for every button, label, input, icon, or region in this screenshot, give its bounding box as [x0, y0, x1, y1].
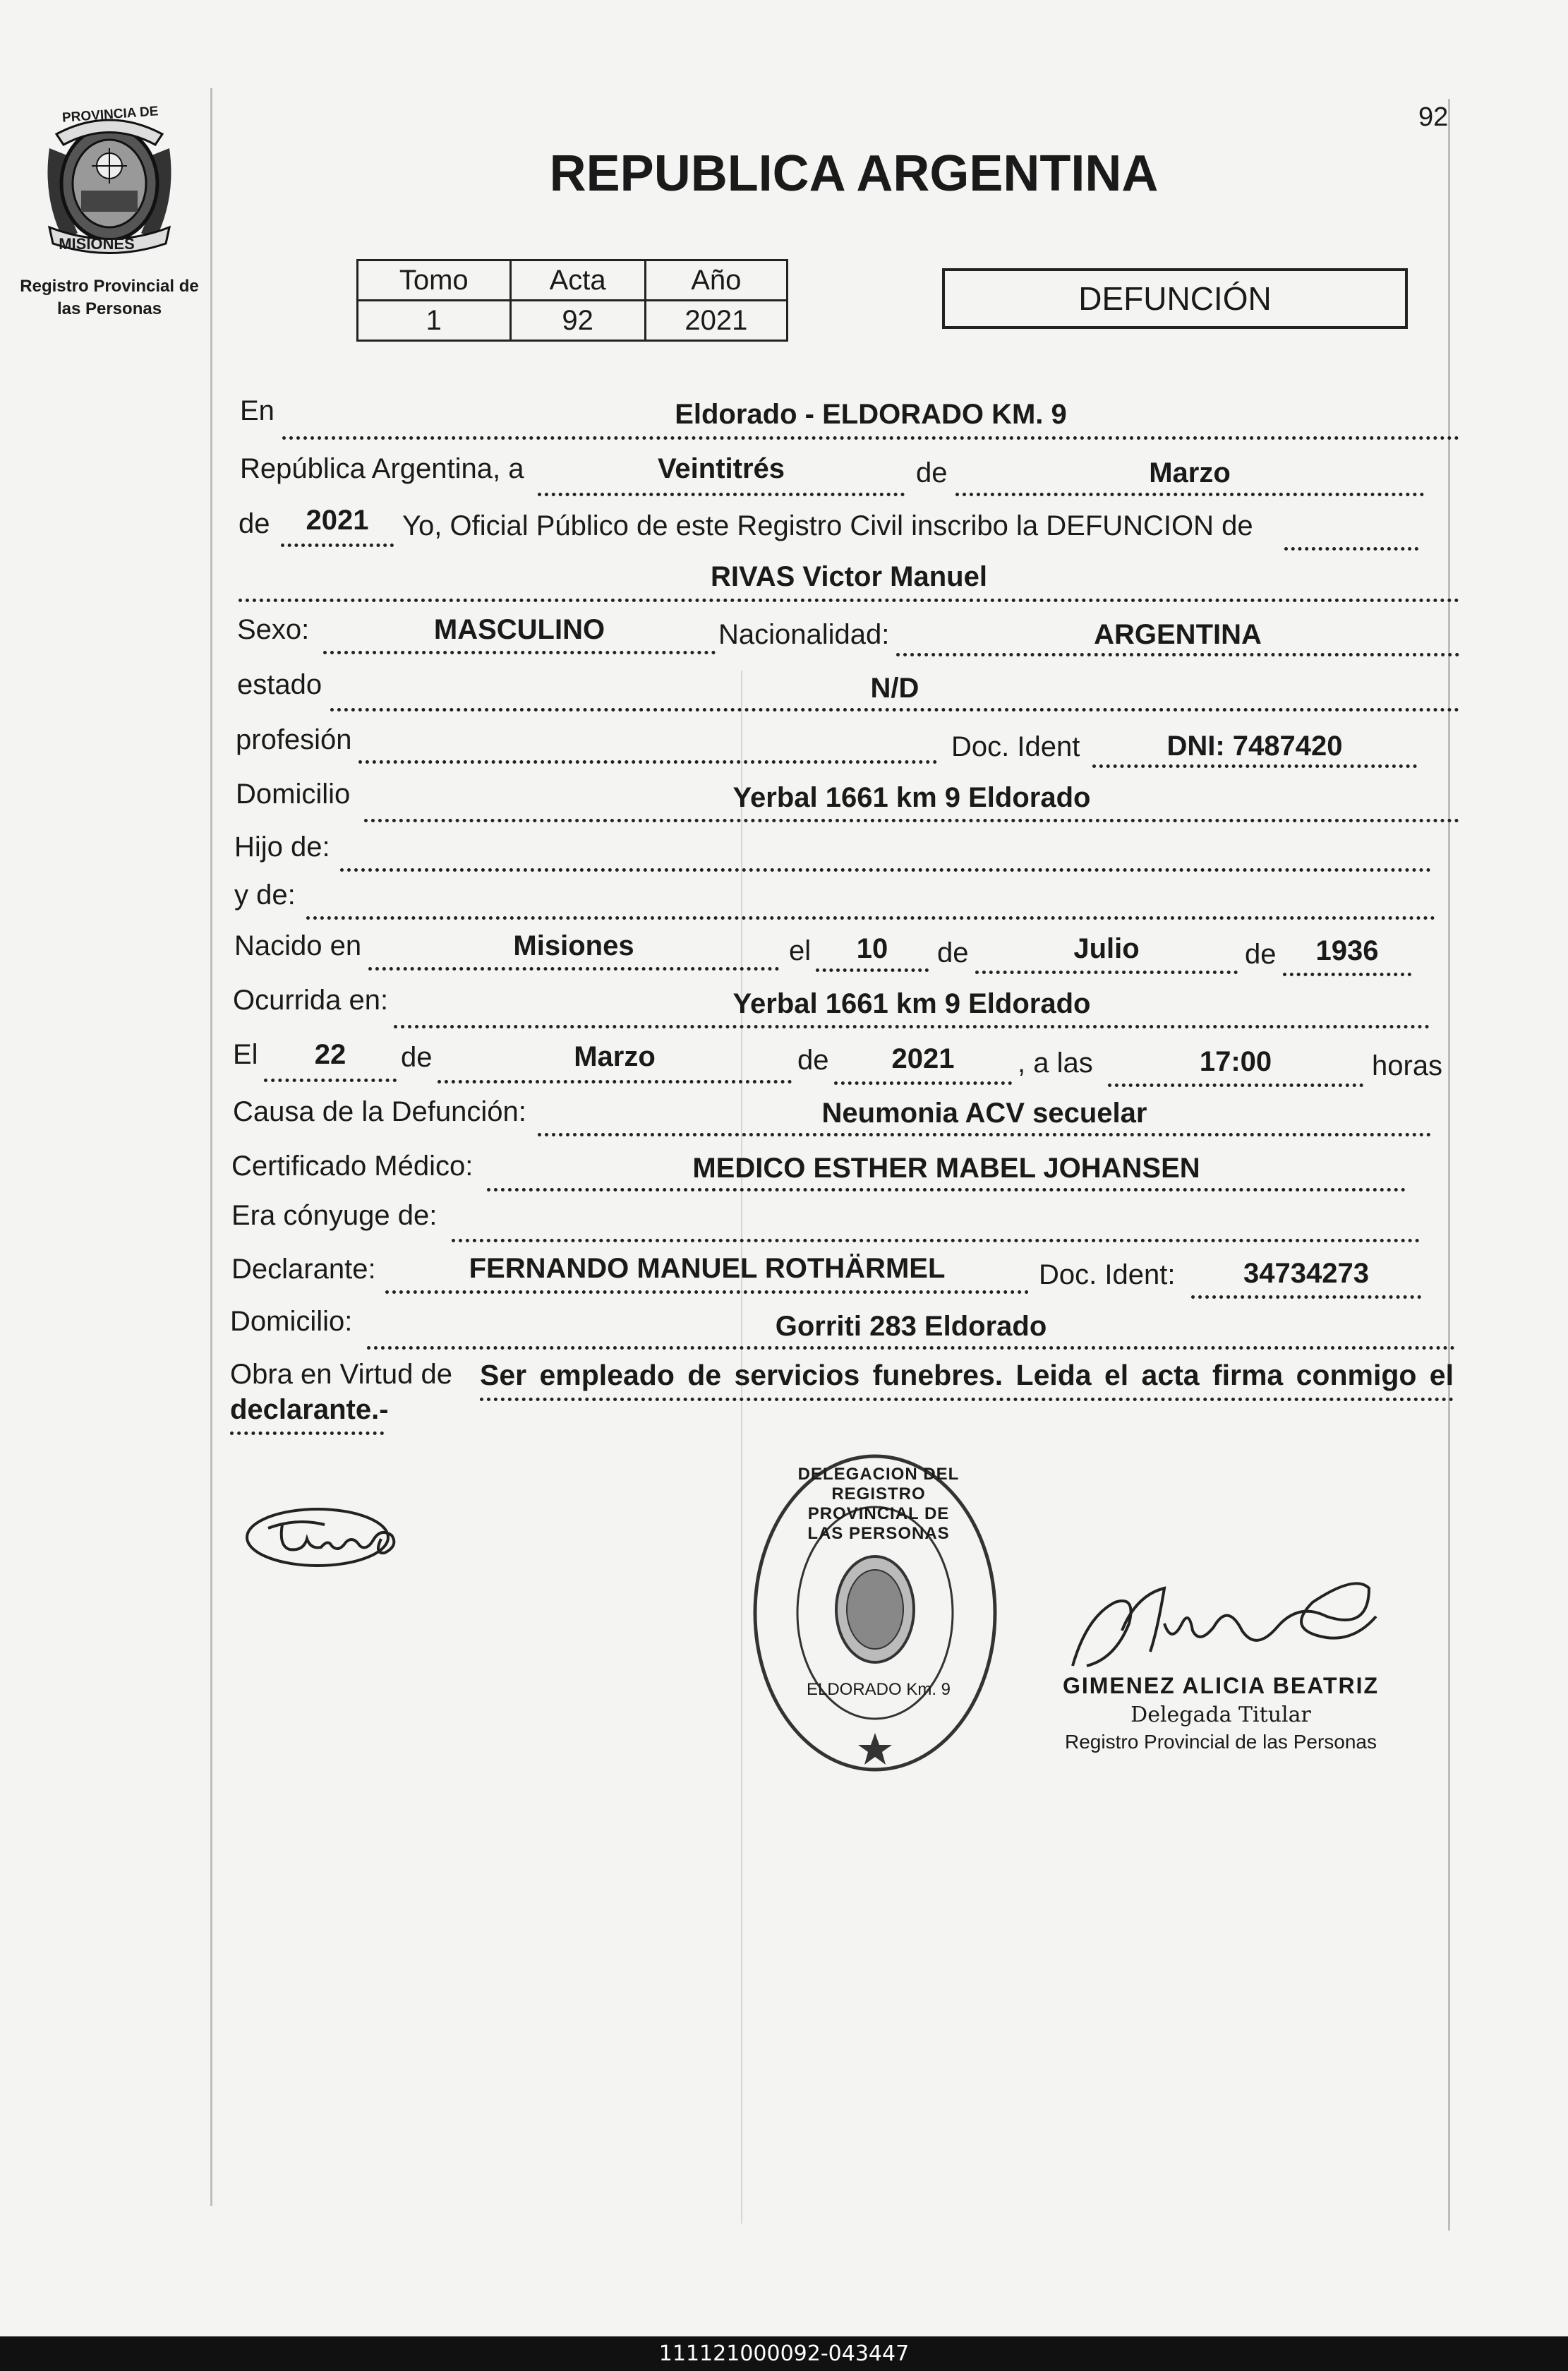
estado-value: N/D	[870, 673, 919, 704]
deceased-name: RIVAS Victor Manuel	[711, 561, 987, 592]
certificado-value: MEDICO ESTHER MABEL JOHANSEN	[692, 1153, 1200, 1184]
de-label-5: de	[401, 1042, 433, 1073]
nac-mes-value: Julio	[1073, 933, 1140, 964]
profesion-dots	[358, 760, 937, 764]
doc-ident-dots	[1092, 764, 1417, 768]
obra-line1: Ser empleado de servicios funebres. Leida el acta firma conmigo el	[480, 1359, 1454, 1391]
a-las-label: , a las	[1018, 1048, 1093, 1079]
doc2-value: 34734273	[1243, 1258, 1369, 1289]
stamp-ring-text: DELEGACION DEL REGISTRO PROVINCIAL DE LAS PERSONAS	[797, 1465, 960, 1543]
name-dots	[239, 599, 1459, 602]
y-de-dots	[306, 916, 1435, 920]
center-fold-line	[741, 671, 742, 2223]
day-words: Veintitrés	[657, 453, 785, 484]
estado-dots	[330, 708, 1459, 712]
domicilio2-value: Gorriti 283 Eldorado	[775, 1311, 1047, 1342]
official-role: Delegada Titular	[1130, 1703, 1311, 1727]
record-header-acta: Acta	[510, 260, 645, 301]
def-mes-value: Marzo	[574, 1041, 656, 1072]
def-dia-dots	[264, 1079, 397, 1082]
ocurrida-value: Yerbal 1661 km 9 Eldorado	[732, 988, 1091, 1019]
hora-dots	[1108, 1084, 1363, 1087]
domicilio-dots	[364, 819, 1459, 822]
document-title: REPUBLICA ARGENTINA	[549, 145, 1159, 202]
profesion-label: profesión	[236, 724, 352, 755]
day-dots	[538, 493, 905, 496]
logo-arc-text: PROVINCIA DE	[61, 104, 159, 126]
year-value: 2021	[306, 505, 369, 536]
certificado-label: Certificado Médico:	[231, 1151, 474, 1182]
def-anio-value: 2021	[891, 1043, 955, 1074]
y-de-label: y de:	[234, 880, 296, 911]
declarante-label: Declarante:	[231, 1254, 376, 1285]
def-anio-dots	[834, 1081, 1012, 1085]
ocurrida-label: Ocurrida en:	[233, 985, 389, 1016]
nacionalidad-value: ARGENTINA	[1094, 619, 1262, 650]
obra-line2: declarante.-	[230, 1394, 389, 1425]
record-value-acta: 92	[510, 301, 645, 341]
hijo-de-dots	[340, 868, 1431, 872]
def-dia-value: 22	[314, 1039, 346, 1070]
record-value-anio: 2021	[645, 301, 787, 341]
causa-label: Causa de la Defunción:	[233, 1096, 526, 1127]
causa-dots	[538, 1133, 1431, 1136]
de-label-2: de	[239, 508, 270, 539]
yo-dots	[1284, 547, 1418, 551]
def-mes-dots	[438, 1080, 792, 1084]
en-value: Eldorado - ELDORADO KM. 9	[675, 399, 1067, 430]
official-office: Registro Provincial de las Personas	[1065, 1731, 1377, 1753]
el-date-label: El	[233, 1039, 258, 1070]
domicilio-value: Yerbal 1661 km 9 Eldorado	[732, 782, 1091, 813]
doc2-dots	[1191, 1295, 1421, 1299]
hora-value: 17:00	[1199, 1046, 1272, 1077]
de-label-4: de	[1245, 939, 1277, 970]
declarante-dots	[385, 1290, 1029, 1294]
nacionalidad-dots	[896, 653, 1459, 656]
stamp-inner-text: ELDORADO Km. 9	[806, 1680, 951, 1699]
record-value-tomo: 1	[358, 301, 511, 341]
record-type-box: DEFUNCIÓN	[942, 268, 1408, 329]
handwritten-signature-icon	[240, 1496, 416, 1574]
obra-dots-1	[480, 1398, 1454, 1401]
el-label: el	[789, 935, 812, 966]
record-header-anio: Año	[645, 260, 787, 301]
handwritten-signature-icon	[1059, 1560, 1397, 1680]
page-number: 92	[1418, 102, 1449, 132]
doc2-label: Doc. Ident:	[1039, 1259, 1176, 1290]
de-label-6: de	[797, 1045, 829, 1076]
de-label-3: de	[937, 937, 969, 968]
sexo-label: Sexo:	[237, 614, 310, 645]
official-name: GIMENEZ ALICIA BEATRIZ	[1062, 1673, 1380, 1698]
estado-label: estado	[237, 669, 322, 700]
year-dots	[281, 544, 394, 547]
month-dots	[955, 493, 1424, 496]
ocurrida-dots	[394, 1025, 1430, 1028]
yo-text: Yo, Oficial Público de este Registro Civil inscribo la DEFUNCION de	[402, 510, 1253, 541]
nac-anio-dots	[1283, 973, 1411, 976]
left-margin-line	[210, 88, 212, 2206]
doc-ident-value: DNI: 7487420	[1166, 731, 1343, 762]
logo-caption-line1: Registro Provincial de	[20, 277, 199, 296]
causa-value: Neumonia ACV secuelar	[821, 1098, 1147, 1129]
logo-ribbon-text: MISIONES	[59, 235, 135, 253]
certificado-dots	[487, 1188, 1406, 1191]
record-header-tomo: Tomo	[358, 260, 511, 301]
hijo-de-label: Hijo de:	[234, 832, 330, 863]
footer-code: 111121000092-043447	[0, 2336, 1568, 2371]
conyuge-dots	[452, 1239, 1420, 1242]
republica-label: República Argentina, a	[240, 453, 524, 484]
nacido-en-label: Nacido en	[234, 930, 362, 961]
horas-label: horas	[1372, 1050, 1443, 1081]
sexo-value: MASCULINO	[433, 614, 605, 645]
doc-ident-label: Doc. Ident	[951, 731, 1080, 762]
obra-dots-2	[230, 1431, 384, 1435]
nac-mes-dots	[975, 971, 1238, 974]
de-label-1: de	[916, 457, 948, 488]
domicilio-label: Domicilio	[236, 779, 351, 810]
nac-dia-value: 10	[856, 933, 888, 964]
sexo-dots	[323, 651, 716, 654]
domicilio2-dots	[367, 1346, 1455, 1350]
logo-caption-line2: las Personas	[56, 299, 162, 318]
nac-dia-dots	[816, 968, 929, 972]
nac-anio-value: 1936	[1315, 935, 1379, 966]
nacido-en-value: Misiones	[513, 930, 634, 961]
en-dots	[282, 436, 1459, 440]
month-value: Marzo	[1149, 457, 1231, 488]
record-table	[356, 259, 788, 342]
domicilio2-label: Domicilio:	[230, 1306, 353, 1337]
nacido-en-dots	[368, 967, 779, 971]
conyuge-label: Era cónyuge de:	[231, 1200, 438, 1231]
en-label: En	[240, 395, 275, 426]
declarante-value: FERNANDO MANUEL ROTHÄRMEL	[469, 1253, 946, 1284]
obra-label: Obra en Virtud de	[230, 1359, 453, 1390]
provincia-misiones-coat-of-arms-icon	[35, 106, 183, 254]
nacionalidad-label: Nacionalidad:	[718, 619, 890, 650]
